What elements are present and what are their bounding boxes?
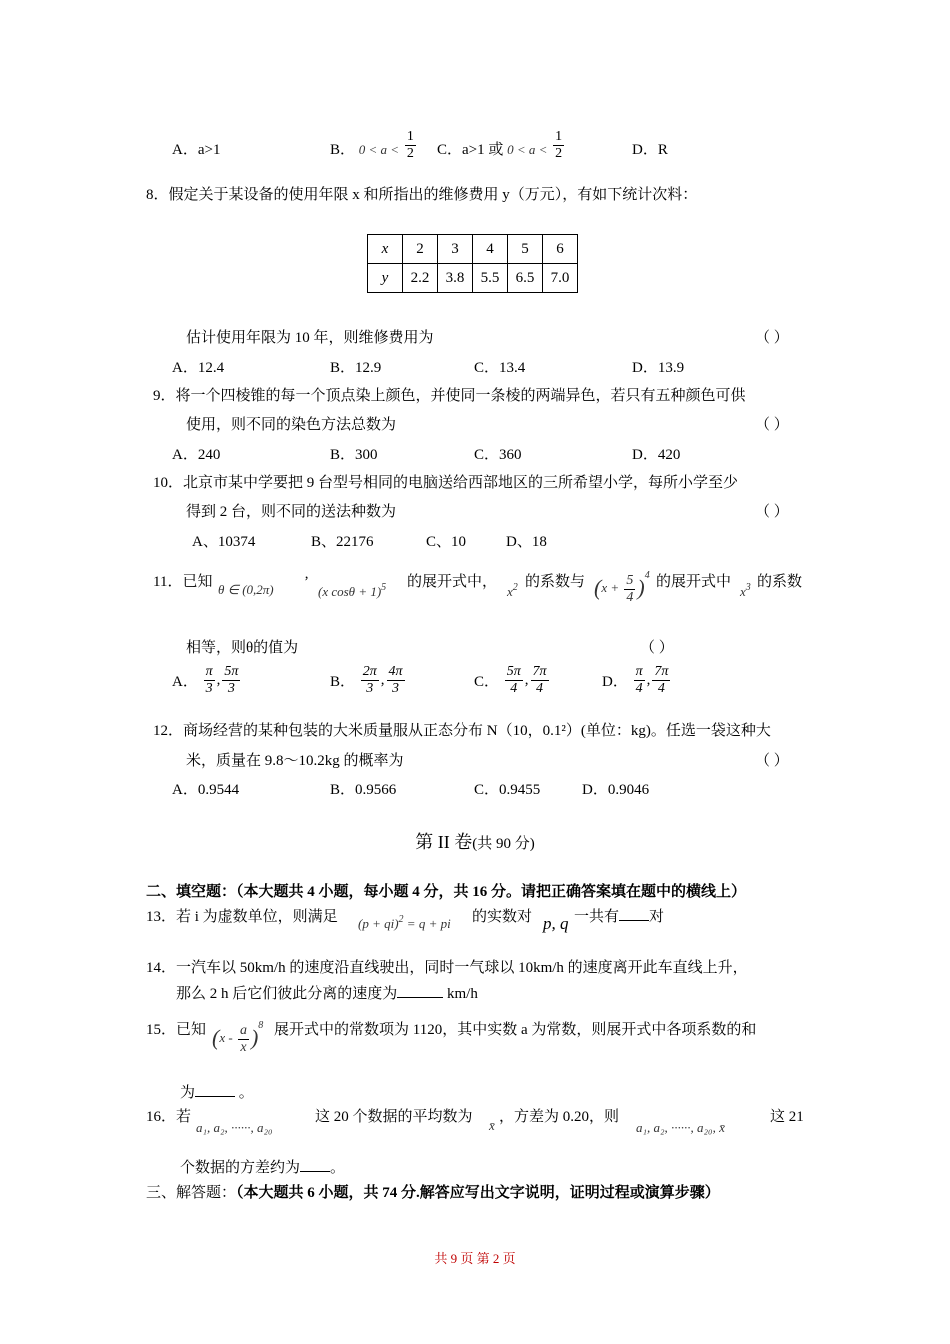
q10-option-c: C、10 [426, 534, 467, 550]
q16-line2: 个数据的方差约为 。 [180, 1156, 345, 1177]
q9-line2: 使用，则不同的染色方法总数为 [186, 417, 397, 433]
q7-option-b-fraction: $\frac{1}{2}$ [406, 129, 414, 162]
table-cell: 6 [543, 235, 578, 264]
q16-mid1: 这 20 个数据的平均数为 [315, 1109, 473, 1125]
table-cell: 2.2 [403, 264, 438, 293]
table-header-x: x [368, 235, 403, 264]
q7-option-c-expr: 0 < a < [507, 142, 548, 157]
q13-blank[interactable] [619, 905, 649, 921]
q16-lead: 16．若 [146, 1109, 192, 1125]
fill-section-header: 二、填空题：（本大题共 4 小题，每小题 4 分，共 16 分。请把正确答案填在题中的横线上） [146, 884, 747, 900]
q13-end: 一共有 对 [574, 905, 664, 926]
q12-option-b: B．0.9566 [330, 782, 397, 798]
q7-option-c [437, 129, 566, 162]
q13-lead: 13．若 i 为虚数单位，则满足 [146, 909, 338, 925]
table-cell: 3 [438, 235, 473, 264]
q9-option-c: C．360 [474, 447, 522, 463]
q11-lead: 11．已知 [153, 574, 213, 590]
table-cell: 3.8 [438, 264, 473, 293]
q7-option-c-label: C．a>1 或 [437, 142, 504, 158]
q11-theta-condition: θ ∈ (0,2π) [218, 582, 274, 597]
q10-option-b: B、22176 [311, 534, 374, 550]
q15-line2: 为 。 [180, 1081, 254, 1102]
q10-line2: 得到 2 台，则不同的送法种数为 [186, 504, 397, 520]
q12-option-d: D．0.9046 [582, 782, 650, 798]
q11-option-a: A． $\frac{\pi}{3}$ , $\frac{5\pi}{3}$ [172, 664, 239, 696]
q7-option-c-fraction: $\frac{1}{2}$ [555, 129, 563, 162]
q14-line1: 14．一汽车以 50km/h 的速度沿直线驶出，同时一气球以 10km/h 的速度离开此车直线上升， [146, 960, 748, 976]
q16-xbar: x̄ [489, 1118, 495, 1133]
table-header-y: y [368, 264, 403, 293]
q12-option-c: C．0.9455 [474, 782, 541, 798]
table-cell: 5.5 [473, 264, 508, 293]
q9-option-d: D．420 [632, 447, 681, 463]
q12-answer-paren: （ ） [755, 753, 789, 769]
q8-text: 8．假定关于某设备的使用年限 x 和所指出的维修费用 y（万元），有如下统计次料： [146, 187, 698, 203]
q15-lead: 15．已知 [146, 1022, 207, 1038]
q7-option-d: D．R [632, 142, 668, 158]
q11-option-d: D． $\frac{\pi}{4}$ , $\frac{7\pi}{4}$ [602, 664, 669, 696]
page-footer: 共 9 页 第 2 页 [434, 1251, 516, 1266]
q10-line1: 10．北京市某中学要把 9 台型号相同的电脑送给西部地区的三所希望小学，每所小学至少 [153, 475, 739, 491]
q8-stat-table [367, 234, 578, 293]
table-row [368, 235, 578, 264]
q9-answer-paren: （ ） [755, 417, 789, 433]
q7-option-b [330, 129, 418, 162]
q16-blank[interactable] [300, 1156, 330, 1172]
q15-expr: (x - $\frac{a}{x}$ )$^8$ [212, 1020, 264, 1055]
q11-text-mid3: 的展开式中 [656, 574, 732, 590]
table-row [368, 264, 578, 293]
q11-expr1: (x cosθ + 1)$^5$ [318, 582, 387, 599]
q11-x3: $x^3$ [740, 582, 751, 599]
q14-blank[interactable] [397, 982, 443, 998]
q10-option-d: D、18 [506, 534, 547, 550]
q8-estimate: 估计使用年限为 10 年，则维修费用为 [186, 330, 434, 346]
q11-line2: 相等，则θ的值为 [186, 640, 299, 656]
part2-title: 第 II 卷(共 90 分) [415, 832, 535, 852]
solve-section-header: 三、解答题：（本大题共 6 小题，共 74 分.解答应写出文字说明，证明过程或演算步骤） [146, 1185, 720, 1201]
q7-option-b-label: B． [330, 142, 356, 158]
q7-option-b-expr: 0 < a < [358, 142, 400, 157]
q14-line2: 那么 2 h 后它们彼此分离的速度为 km/h [176, 982, 478, 1003]
q9-line1: 9．将一个四棱锥的每一个顶点染上颜色，并使同一条棱的两端异色，若只有五种颜色可供 [153, 388, 746, 404]
q15-rest: 展开式中的常数项为 1120，其中实数 a 为常数，则展开式中各项系数的和 [274, 1022, 757, 1038]
q12-option-a: A．0.9544 [172, 782, 240, 798]
q11-text-mid2: 的系数与 [525, 574, 586, 590]
q15-blank[interactable] [195, 1081, 235, 1097]
q13-expr: (p + qi)$^2$ = q + pi [358, 914, 451, 931]
q8-option-a: A．12.4 [172, 360, 225, 376]
q13-mid: 的实数对 [472, 909, 533, 925]
q11-expr2: (x + $\frac{5}{4}$ )$^4$ [594, 570, 650, 605]
q16-sequence: a₁, a₂, ······, a₂₀ [196, 1120, 273, 1135]
q11-answer-paren: （ ） [640, 640, 674, 656]
table-cell: 2 [403, 235, 438, 264]
q11-option-b: B． $\frac{2\pi}{3}$ , $\frac{4\pi}{3}$ [330, 664, 403, 696]
q12-line2: 米，质量在 9.8～10.2kg 的概率为 [186, 753, 404, 769]
q11-x2: $x^2$ [507, 582, 518, 599]
q11-option-c: C． $\frac{5\pi}{4}$ , $\frac{7\pi}{4}$ [474, 664, 547, 696]
q11-comma: ’ [304, 574, 309, 590]
q8-option-b: B．12.9 [330, 360, 382, 376]
table-cell: 4 [473, 235, 508, 264]
q16-mid2: ，方差为 0.20，则 [499, 1109, 620, 1125]
q10-option-a: A、10374 [192, 534, 256, 550]
q12-line1: 12．商场经营的某种包装的大米质量服从正态分布 N（10，0.1²）(单位：kg)。任选一袋这种大 [153, 723, 771, 739]
q13-pq: p, q [543, 914, 569, 933]
q16-sequence2: a₁, a₂, ······, a₂₀, x̄ [636, 1120, 725, 1135]
q8-option-c: C．13.4 [474, 360, 526, 376]
q10-answer-paren: （ ） [755, 504, 789, 520]
q9-option-b: B．300 [330, 447, 378, 463]
table-cell: 5 [508, 235, 543, 264]
q7-option-a: A．a>1 [172, 142, 221, 158]
q11-text-mid1: 的展开式中， [407, 574, 498, 590]
table-cell: 7.0 [543, 264, 578, 293]
q9-option-a: A．240 [172, 447, 221, 463]
table-cell: 6.5 [508, 264, 543, 293]
q11-text-end: 的系数 [757, 574, 803, 590]
q8-option-d: D．13.9 [632, 360, 685, 376]
q16-end: 这 21 [770, 1109, 804, 1125]
q8-answer-paren: （ ） [755, 330, 789, 346]
